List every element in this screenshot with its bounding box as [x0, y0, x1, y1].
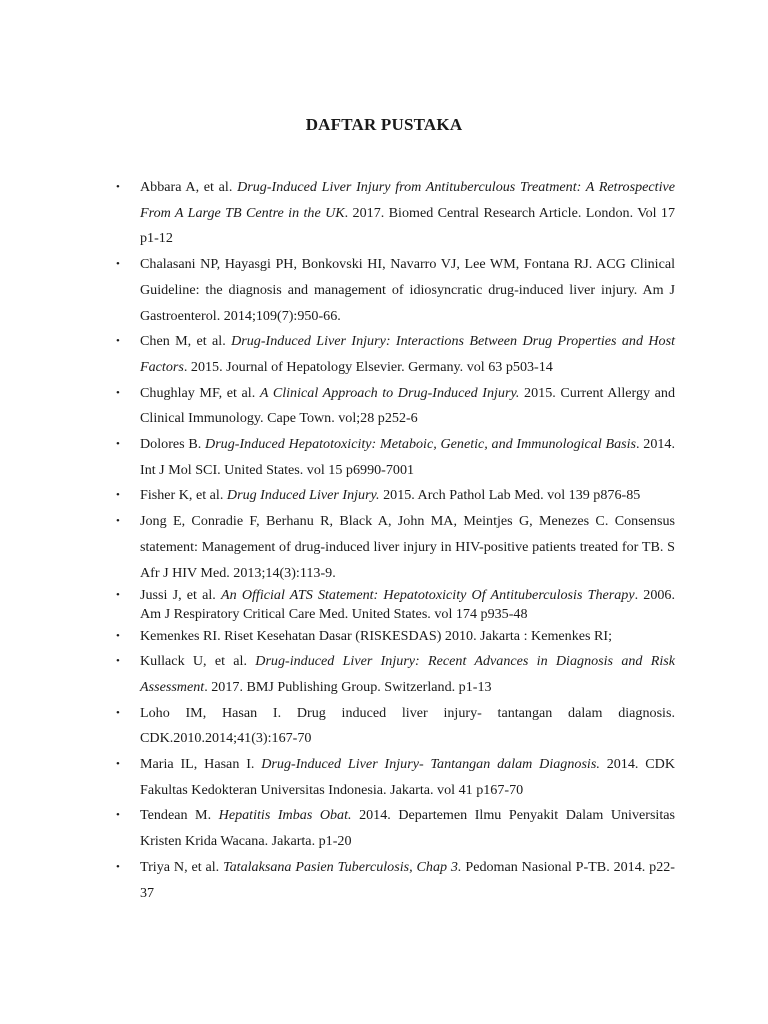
reference-list [113, 175, 675, 906]
reference-item [113, 509, 675, 586]
bullet-icon: • [116, 515, 120, 528]
reference-source: . 2006. Am J Respiratory Critical Care Med. United States. vol 174 p935-48 [140, 587, 675, 623]
reference-text: Loho IM, Hasan I. Drug induced liver injury- tantangan dalam diagnosis. CDK.2010.2014;41(3):167-70 [140, 704, 675, 747]
reference-title: An Official ATS Statement: Hepatotoxicity Of Antituberculosis Therapy [221, 587, 635, 604]
reference-title: Drug-Induced Liver Injury from Antituberculous Treatment: A Retrospective From A Large TB Centre in the UK [140, 179, 675, 221]
reference-text: Chen M, et al. [140, 333, 232, 350]
reference-item [113, 381, 675, 432]
reference-source: 2015. Arch Pathol Lab Med. vol 139 p876-85 [379, 487, 641, 504]
reference-item [113, 432, 675, 483]
bullet-icon: • [116, 655, 120, 668]
reference-text: Chughlay MF, et al. [140, 384, 260, 401]
reference-text: Jong E, Conradie F, Berhanu R, Black A, John MA, Meintjes G, Menezes C. Consensus statement: Management of drug-induced liver injury in HIV-positive patients treated for TB. S Afr J HIV Med. 2013;14(3):113-9. [140, 513, 675, 581]
reference-text: Chalasani NP, Hayasgi PH, Bonkovski HI, Navarro VJ, Lee WM, Fontana RJ. ACG Clinical Guideline: the diagnosis and management of idiosyncratic drug-induced liver injury. Am J Gastroenterol. 2014;109(7):950-66. [140, 256, 675, 324]
reference-item [113, 752, 675, 803]
bullet-icon: • [116, 489, 120, 502]
bullet-icon: • [116, 181, 120, 193]
reference-title: Drug-Induced Liver Injury- Tantangan dalam Diagnosis. [261, 756, 600, 773]
reference-source: . 2015. Journal of Hepatology Elsevier. Germany. vol 63 p503-14 [183, 358, 553, 375]
reference-text: Kemenkes RI. Riset Kesehatan Dasar (RISKESDAS) 2010. Jakarta : Kemenkes RI; [140, 628, 613, 645]
reference-item [113, 701, 675, 752]
bullet-icon: • [116, 335, 120, 348]
reference-text: Tendean M. [140, 807, 219, 824]
reference-item [113, 803, 675, 854]
bullet-icon: • [116, 860, 120, 873]
reference-title: A Clinical Approach to Drug-Induced Injury. [259, 384, 520, 401]
reference-text: Fisher K, et al. [140, 487, 227, 504]
reference-item [113, 483, 675, 509]
reference-source: 2014. CDK Fakultas Kedokteran Universitas Indonesia. Jakarta. vol 41 p167-70 [140, 756, 675, 798]
page-title: DAFTAR PUSTAKA [305, 115, 463, 134]
reference-title: Drug-induced Liver Injury: Recent Advances in Diagnosis and Risk Assessment [140, 653, 675, 695]
bullet-icon: • [116, 706, 120, 719]
reference-title: Drug-Induced Hepatotoxicity: Metaboic, Genetic, and Immunological Basis [205, 436, 637, 453]
bullet-icon: • [116, 589, 120, 602]
reference-title: Drug Induced Liver Injury. [226, 487, 380, 504]
reference-item [113, 627, 675, 646]
bullet-icon: • [116, 386, 120, 399]
bullet-icon: • [116, 630, 120, 643]
reference-item [113, 252, 675, 329]
bullet-icon: • [116, 758, 120, 771]
reference-title: Drug-Induced Liver Injury: Interactions Between Drug Properties and Host Factors [140, 333, 676, 375]
reference-item [113, 586, 675, 624]
reference-text: Kullack U, et al. [140, 653, 256, 670]
reference-source: . 2014. Int J Mol SCI. United States. vol 15 p6990-7001 [140, 436, 675, 478]
reference-source: 2014. Departemen Ilmu Penyakit Dalam Universitas Kristen Krida Wacana. Jakarta. p1-20 [140, 807, 676, 850]
reference-text: Jussi J, et al. [140, 587, 221, 604]
reference-item [113, 329, 675, 380]
reference-text: Dolores B. [140, 436, 206, 453]
bullet-icon: • [116, 809, 120, 822]
reference-source: . 2017. BMJ Publishing Group. Switzerland. p1-13 [204, 678, 492, 695]
reference-source: 2015. Current Allergy and Clinical Immunology. Cape Town. vol;28 p252-6 [140, 384, 676, 427]
reference-source: Pedoman Nasional P-TB. 2014. p22-37 [140, 858, 675, 901]
reference-text: Triya N, et al. [140, 858, 224, 875]
reference-title: Tatalaksana Pasien Tuberculosis, Chap 3. [223, 858, 462, 875]
bullet-icon: • [116, 438, 120, 451]
reference-item [113, 855, 675, 906]
reference-title: Hepatitis Imbas Obat. [218, 807, 352, 824]
reference-text: Abbara A, et al. [140, 179, 238, 195]
bullet-icon: • [116, 258, 120, 271]
reference-source: . 2017. Biomed Central Research Article. London. Vol 17 p1-12 [140, 204, 675, 247]
reference-text: Maria IL, Hasan I. [140, 756, 262, 773]
reference-item [113, 649, 675, 700]
reference-item [113, 175, 675, 252]
